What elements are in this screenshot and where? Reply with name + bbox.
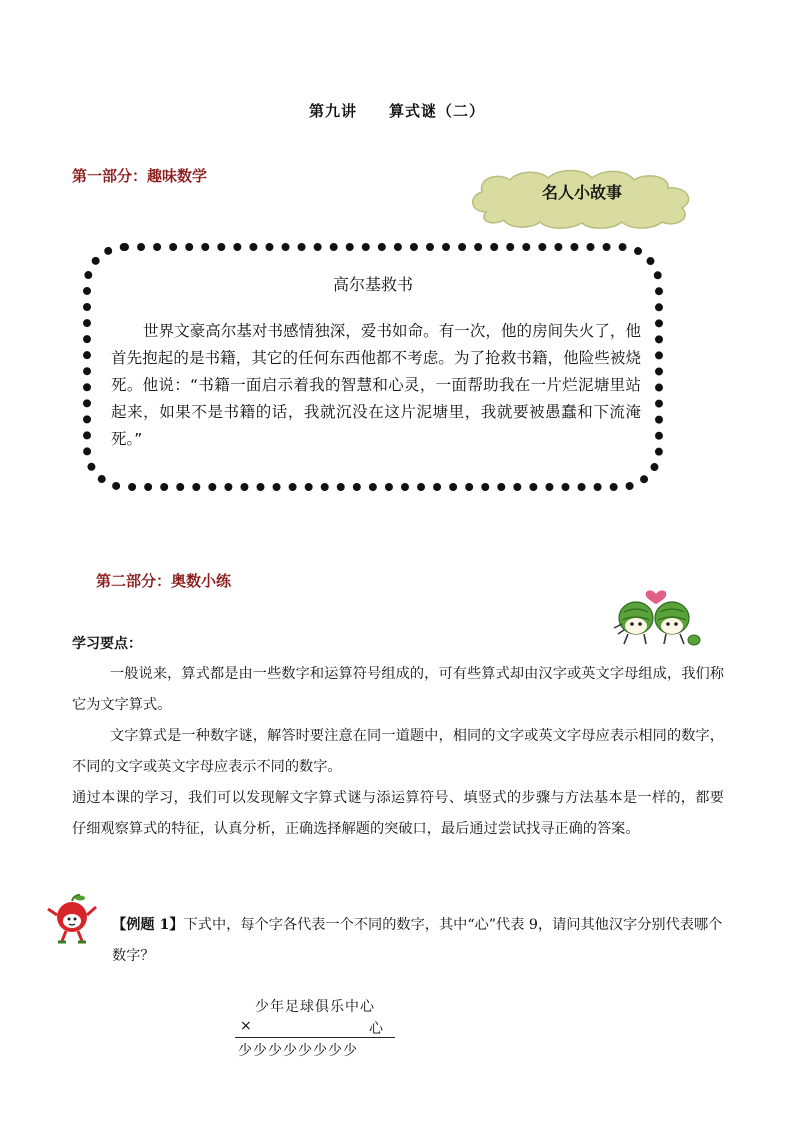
product: 少少少少少少少少 (238, 1043, 358, 1059)
multiply-sign: × (240, 1018, 253, 1034)
key-point-paragraph-3: 通过本课的学习，我们可以发现解文字算式谜与添运算符号、填竖式的步骤与方法基本是一样的，都要仔细观察算式的特征，认真分析，正确选择解题的突破口，最后通过尝试找寻正确的答案。 (72, 790, 724, 837)
story-title: 高尔基救书 (332, 275, 413, 294)
key-point-paragraph-2: 文字算式是一种数字谜，解答时要注意在同一道题中，相同的文字或英文字母应表示相同的数字，不同的文字或英文字母应表示不同的数字。 (72, 728, 724, 775)
sum-rule (235, 1037, 395, 1038)
apple-mascot-icon (44, 893, 100, 945)
key-points-heading: 学习要点： (72, 636, 142, 652)
part1-heading: 第一部分：趣味数学 (72, 167, 208, 185)
example-1 (112, 910, 724, 972)
key-point-paragraph-1: 一般说来，算式都是由一些数字和运算符号组成的，可有些算式却由汉字或英文字母组成，我们称它为文字算式。 (72, 666, 724, 713)
example-text: 下式中，每个字各代表一个不同的数字，其中“心”代表 9，请问其他汉字分别代表哪个数字？ (112, 917, 723, 964)
watermelon-mascot-icon (608, 584, 704, 650)
cloud-label: 名人小故事 (541, 183, 622, 202)
cloud-badge (466, 168, 698, 230)
multiplier: 心 (369, 1021, 384, 1037)
part2-heading: 第二部分：奥数小练 (96, 572, 232, 590)
story-text: 世界文豪高尔基对书感情独深，爱书如命。有一次，他的房间失火了，他首先抱起的是书籍，其它的任何东西他都不考虑。为了抢救书籍，他险些被烧死。他说：“书籍一面启示着我的智慧和心灵，一面帮助我在一片烂泥塘里站起来，如果不是书籍的话，我就沉没在这片泥塘里，我就要被愚蠢和下流淹死。” (111, 322, 641, 448)
example-label: 【例题 1】 (112, 917, 184, 933)
page-title: 第九讲 算式谜（二） (308, 102, 485, 120)
multiplicand: 少年足球俱乐中心 (255, 999, 375, 1015)
